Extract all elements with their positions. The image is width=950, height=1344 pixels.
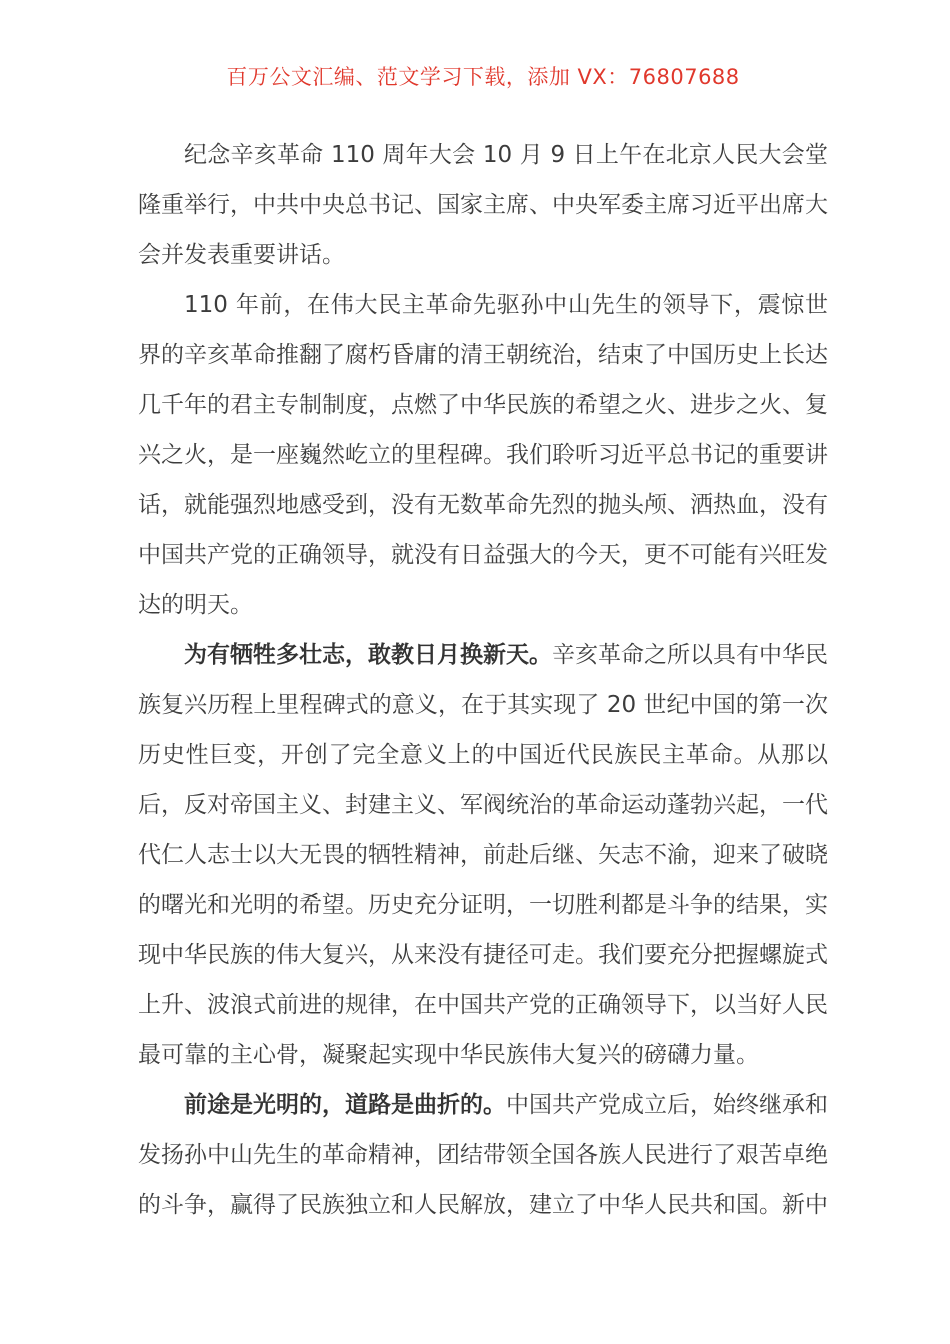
paragraph — [138, 280, 828, 630]
paragraph-bold-lead: 前途是光明的，道路是曲折的。 — [184, 1092, 506, 1118]
paragraph-text: 辛亥革命之所以具有中华民族复兴历程上里程碑式的意义，在于其实现了 20 世纪中国的第一次历史性巨变，开创了完全意义上的中国近代民族民主革命。从那以后，反对帝国主义、封建主义、军阀统治的革命运动蓬勃兴起，一代代仁人志士以大无畏的牺牲精神，前赴后继、矢志不渝，迎来了破晓的曙光和光明的希望。历史充分证明，一切胜利都是斗争的结果，实现中华民族的伟大复兴，从来没有捷径可走。我们要充分把握螺旋式上升、波浪式前进的规律，在中国共产党的正确领导下，以当好人民最可靠的主心骨，凝聚起实现中华民族伟大复兴的磅礴力量。 — [138, 642, 828, 1068]
paragraph-text: 纪念辛亥革命 110 周年大会 10 月 9 日上午在北京人民大会堂隆重举行，中共中央总书记、国家主席、中央军委主席习近平出席大会并发表重要讲话。 — [138, 142, 828, 268]
paragraph-bold-lead: 为有牺牲多壮志，敢教日月换新天。 — [184, 642, 552, 668]
article-body — [138, 130, 828, 1230]
promo-banner: 百万公文汇编、范文学习下载，添加 VX：76807688 — [226, 65, 740, 89]
paragraph-text: 中国共产党成立后，始终继承和发扬孙中山先生的革命精神，团结带领全国各族人民进行了艰苦卓绝的斗争，赢得了民族独立和人民解放，建立了中华人民共和国。新中 — [138, 1092, 828, 1218]
paragraph — [138, 630, 828, 1080]
paragraph — [138, 130, 828, 280]
paragraph-text: 110 年前，在伟大民主革命先驱孙中山先生的领导下，震惊世界的辛亥革命推翻了腐朽昏庸的清王朝统治，结束了中国历史上长达几千年的君主专制制度，点燃了中华民族的希望之火、进步之火、复兴之火，是一座巍然屹立的里程碑。我们聆听习近平总书记的重要讲话，就能强烈地感受到，没有无数革命先烈的抛头颅、洒热血，没有中国共产党的正确领导，就没有日益强大的今天，更不可能有兴旺发达的明天。 — [138, 292, 828, 618]
paragraph — [138, 1080, 828, 1230]
